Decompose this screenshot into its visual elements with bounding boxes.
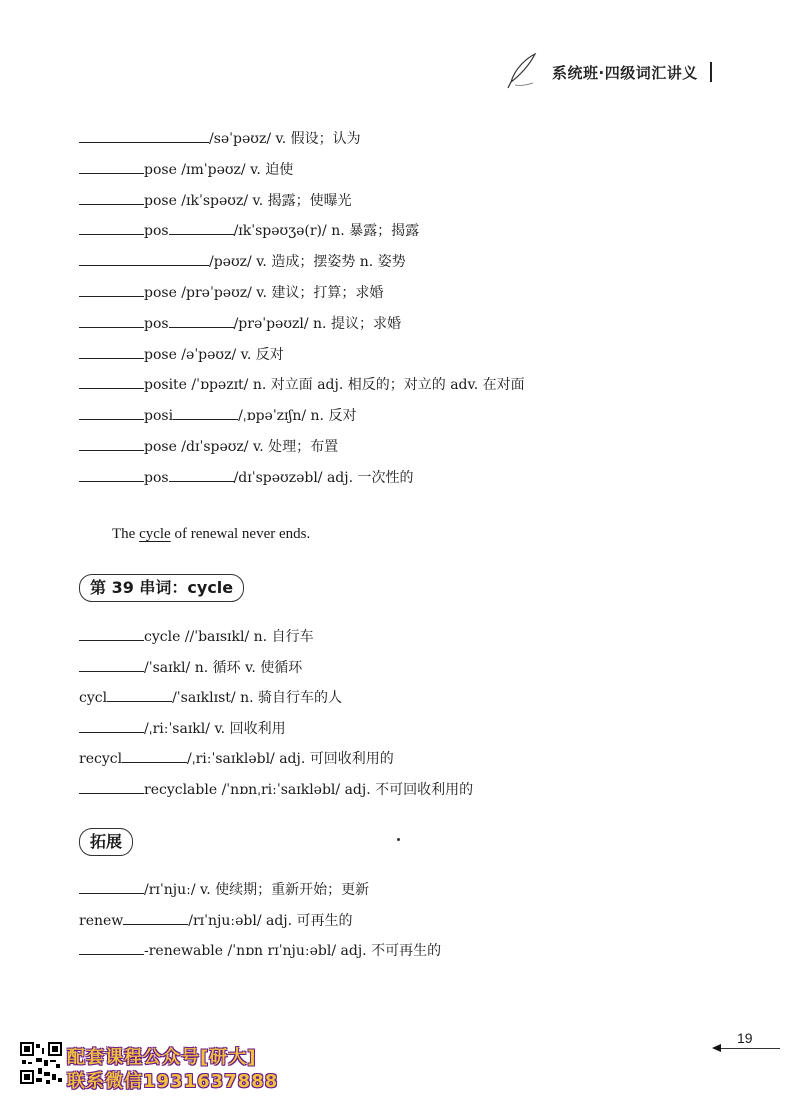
word-definition: pos [144,469,169,486]
qr-code-icon [20,1042,62,1084]
word-prefix: renew [79,912,124,929]
fill-in-blank[interactable] [79,467,144,482]
word-definition: /ˈsaɪklɪst/ n. 骑自行车的人 [172,690,342,707]
fill-in-blank[interactable] [79,779,144,794]
vocab-line [79,190,352,210]
fill-in-blank[interactable] [79,220,144,235]
example-keyword: cycle [139,526,171,542]
vocab-line [79,940,441,960]
word-definition-rest: /dɪˈspəʊzəbl/ adj. 一次性的 [233,469,414,486]
fill-in-blank[interactable] [79,626,144,641]
fill-in-blank[interactable] [169,220,234,235]
section-tag-cycle: 第 39 串词：cycle [79,574,244,602]
fill-in-blank[interactable] [79,879,144,894]
fill-in-blank[interactable] [173,405,238,420]
header-title: 系统班·四级词汇讲义 [552,64,698,82]
vocab-line [79,626,314,646]
vocab-line [79,159,293,179]
vocab-line [79,687,342,707]
word-definition-rest: /ˌɒpəˈzɪʃn/ n. 反对 [238,408,357,425]
word-definition: /rɪˈnjuː/ v. 使续期；重新开始；更新 [144,882,370,898]
vocab-line [79,220,419,240]
fill-in-blank[interactable] [79,718,144,733]
example-before: The [112,526,140,542]
fill-in-blank[interactable] [122,748,187,763]
word-definition-rest: /ɪkˈspəʊʒə(r)/ n. 暴露；揭露 [233,223,420,240]
vocab-line [79,344,284,364]
fill-in-blank[interactable] [79,405,144,420]
fill-in-blank[interactable] [79,313,144,328]
vocab-line [79,436,338,456]
word-definition: posi [144,408,174,425]
word-definition: cycle //ˈbaɪsɪkl/ n. 自行车 [144,629,314,645]
word-definition: /ˌriːˈsaɪkləbl/ adj. 可回收利用的 [187,751,394,768]
page-number: 19 [737,1030,753,1046]
fill-in-blank[interactable] [79,657,144,672]
word-definition: pose /prəˈpəʊz/ v. 建议；打算；求婚 [144,285,384,301]
fill-in-blank[interactable] [79,159,144,174]
vocab-line [79,405,356,425]
word-prefix: cycl [79,690,108,707]
word-definition: /səˈpəʊz/ v. 假设；认为 [209,131,361,147]
word-prefix: recycl [79,751,123,768]
vocab-line [79,128,361,148]
header-divider [710,62,712,82]
fill-in-blank[interactable] [79,374,144,389]
promo-line-1: 配套课程公众号[研大] [67,1047,257,1068]
section-tag-expand: 拓展 [79,828,133,856]
fill-in-blank[interactable] [79,344,144,359]
fill-in-blank[interactable] [169,313,234,328]
vocab-line [79,748,394,768]
word-definition: /ˌriːˈsaɪkl/ v. 回收利用 [144,720,286,737]
vocab-line [79,657,302,677]
vocab-line [79,282,383,302]
example-sentence [112,526,310,543]
word-definition: pose /əˈpəʊz/ v. 反对 [144,346,284,363]
word-definition: recyclable /ˈnɒnˌriːˈsaɪkləbl/ adj. 不可回收利用的 [144,782,474,798]
word-definition: pos [144,315,169,332]
vocab-line [79,718,286,738]
word-definition: /rɪˈnjuːəbl/ adj. 可再生的 [188,912,353,929]
fill-in-blank[interactable] [79,282,144,297]
fill-in-blank[interactable] [79,128,209,143]
word-definition: -renewable /ˈnɒn rɪˈnjuːəbl/ adj. 不可再生的 [144,943,442,959]
fill-in-blank[interactable] [79,190,144,205]
vocab-line [79,910,353,930]
vocab-line [79,879,369,899]
fill-in-blank[interactable] [79,436,144,451]
word-definition: pos [144,223,169,240]
word-definition: pose /ɪmˈpəʊz/ v. 迫使 [144,161,294,178]
fill-in-blank[interactable] [79,251,209,266]
word-definition: /pəʊz/ v. 造成；摆姿势 n. 姿势 [209,254,406,271]
fill-in-blank[interactable] [107,687,172,702]
word-definition-rest: /prəˈpəʊzl/ n. 提议；求婚 [233,315,401,332]
promo-line-2: 联系微信1931637888 [67,1071,279,1092]
fill-in-blank[interactable] [169,467,234,482]
word-definition: posite /ˈɒpəzɪt/ n. 对立面 adj. 相反的；对立的 adv. 在对面 [144,377,525,394]
vocab-line [79,779,473,799]
vocab-line [79,313,401,333]
word-definition: pose /dɪˈspəʊz/ v. 处理；布置 [144,439,339,455]
page-number-rule [714,1048,780,1049]
fill-in-blank[interactable] [123,910,188,925]
fill-in-blank[interactable] [79,940,144,955]
word-definition: /ˈsaɪkl/ n. 循环 v. 使循环 [144,659,303,676]
page-arrow-icon [712,1044,721,1052]
vocab-line [79,467,414,487]
vocab-line [79,251,406,271]
word-definition: pose /ɪkˈspəʊz/ v. 揭露；使曝光 [144,192,352,209]
example-after: of renewal never ends. [170,526,311,542]
stray-dot [397,838,400,841]
vocab-line [79,374,525,394]
feather-quill-icon [505,52,539,90]
